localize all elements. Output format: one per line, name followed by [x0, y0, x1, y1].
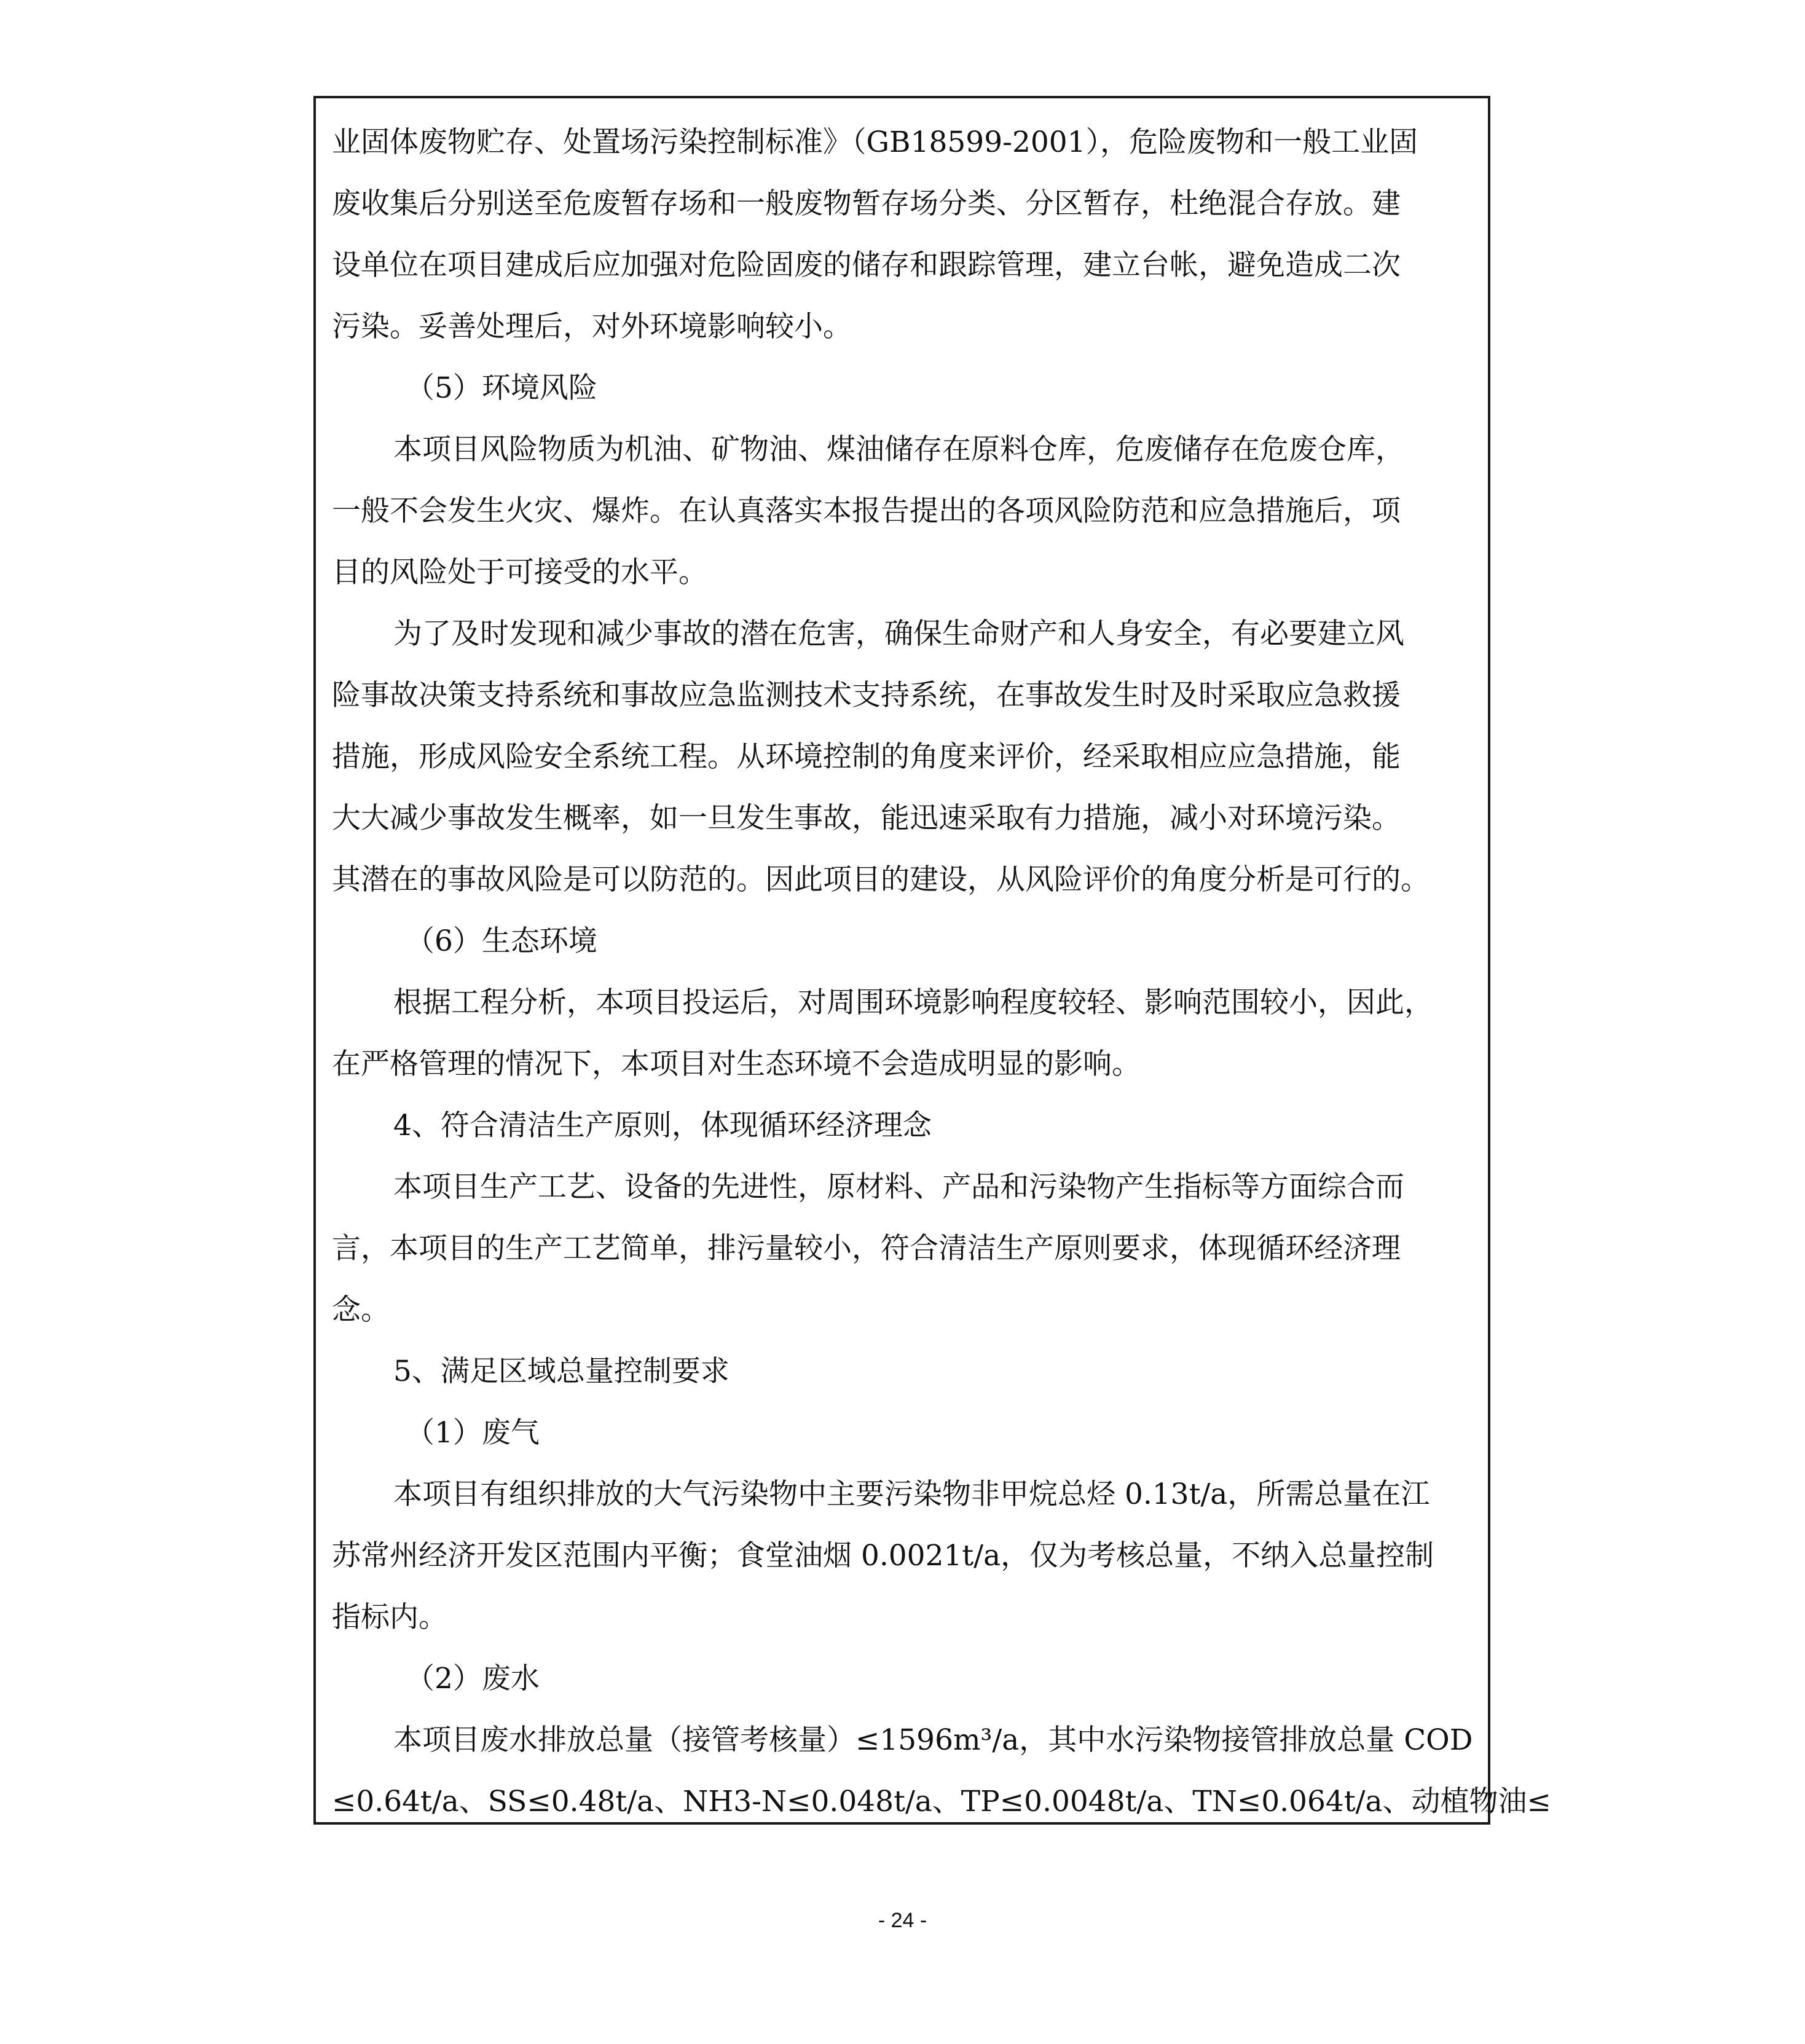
text-line: ≤0.64t/a、SS≤0.48t/a、NH3-N≤0.048t/a、TP≤0.0048t/a、TN≤0.064t/a、动植物油≤ [332, 1785, 1551, 1818]
text-line: 险事故决策支持系统和事故应急监测技术支持系统，在事故发生时及时采取应急救援 [332, 678, 1401, 712]
text-line: 措施，形成风险安全系统工程。从环境控制的角度来评价，经采取相应应急措施，能 [332, 740, 1401, 774]
text-line: 本项目风险物质为机油、矿物油、煤油储存在原料仓库，危废储存在危废仓库， [393, 433, 1404, 466]
text-line: 大大减少事故发生概率，如一旦发生事故，能迅速采取有力措施，减小对环境污染。 [332, 801, 1401, 835]
text-line: 为了及时发现和减少事故的潜在危害，确保生命财产和人身安全，有必要建立风 [393, 617, 1404, 651]
text-line: 本项目有组织排放的大气污染物中主要污染物非甲烷总烃 0.13t/a，所需总量在江 [393, 1477, 1430, 1511]
text-line: 废收集后分别送至危废暂存场和一般废物暂存场分类、分区暂存，杜绝混合存放。建 [332, 187, 1401, 221]
section-heading: （2）废水 [406, 1662, 540, 1696]
text-line: 在严格管理的情况下，本项目对生态环境不会造成明显的影响。 [332, 1047, 1141, 1081]
page-number: - 24 - [878, 1909, 927, 1932]
text-line: 本项目生产工艺、设备的先进性，原材料、产品和污染物产生指标等方面综合而 [393, 1170, 1404, 1204]
section-heading: 4、符合清洁生产原则，体现循环经济理念 [393, 1109, 932, 1142]
text-line: 一般不会发生火灾、爆炸。在认真落实本报告提出的各项风险防范和应急措施后，项 [332, 494, 1401, 528]
text-line: 言，本项目的生产工艺简单，排污量较小，符合清洁生产原则要求，体现循环经济理 [332, 1232, 1401, 1265]
text-line: 本项目废水排放总量（接管考核量）≤1596m³/a，其中水污染物接管排放总量 COD [393, 1723, 1473, 1757]
text-line: 设单位在项目建成后应加强对危险固废的储存和跟踪管理，建立台帐，避免造成二次 [332, 248, 1401, 282]
text-line: 业固体废物贮存、处置场污染控制标准》（GB18599-2001），危险废物和一般工业固 [332, 125, 1418, 159]
section-heading: 5、满足区域总量控制要求 [393, 1354, 729, 1388]
section-heading: （5）环境风险 [406, 371, 597, 405]
section-heading: （1）废气 [406, 1416, 540, 1450]
text-line: 念。 [332, 1293, 390, 1327]
text-line: 目的风险处于可接受的水平。 [332, 556, 707, 589]
text-line: 苏常州经济开发区范围内平衡；食堂油烟 0.0021t/a，仅为考核总量，不纳入总量控制 [332, 1539, 1434, 1573]
section-heading: （6）生态环境 [406, 924, 597, 958]
text-line: 指标内。 [332, 1600, 447, 1634]
text-line: 根据工程分析，本项目投运后，对周围环境影响程度较轻、影响范围较小，因此， [393, 986, 1433, 1020]
text-line: 其潜在的事故风险是可以防范的。因此项目的建设，从风险评价的角度分析是可行的。 [332, 863, 1429, 897]
content-frame [313, 96, 1551, 1825]
document-body [332, 112, 1551, 1833]
text-line: 污染。妥善处理后，对外环境影响较小。 [332, 310, 852, 344]
